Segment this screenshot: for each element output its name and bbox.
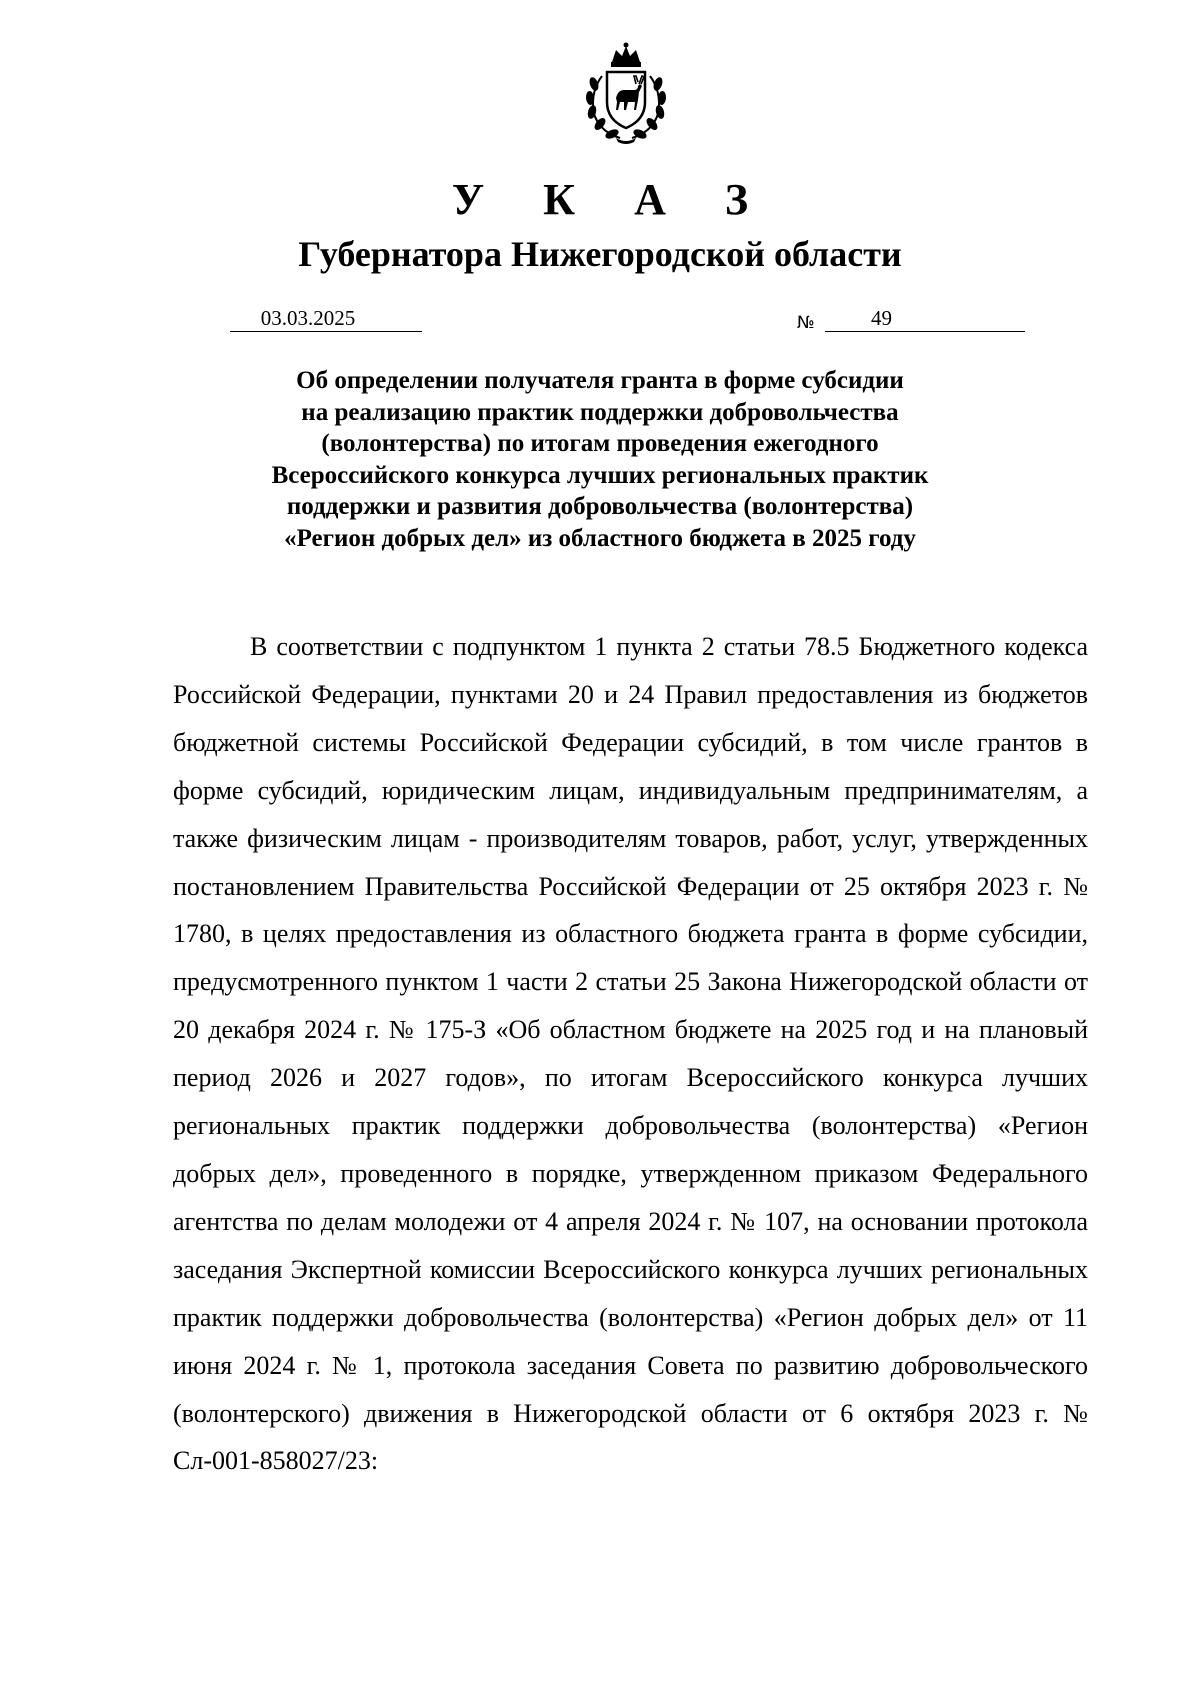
heading-line: «Регион добрых дел» из областного бюджета в 2025 году: [284, 524, 916, 552]
heading-line: Всероссийского конкурса лучших региональных практик: [271, 461, 929, 489]
heading-line: поддержки и развития добровольчества (волонтерства): [286, 493, 914, 520]
decree-issuer: Губернатора Нижегородской области: [298, 234, 902, 274]
heading-line: Об определении получателя гранта в форме субсидии: [296, 367, 904, 394]
heading-line: на реализацию практик поддержки добровольчества: [301, 398, 899, 426]
decree-date: 03.03.2025: [260, 306, 356, 330]
decree-title: У К А З: [451, 175, 773, 224]
number-sign: №: [797, 313, 815, 333]
heading-line: (волонтерства) по итогам проведения ежегодного: [321, 430, 879, 457]
date-field: [230, 305, 422, 332]
body-paragraph: В соответствии с подпунктом 1 пункта 2 статьи 78.5 Бюджетного кодекса Российской Федерации, пунктами 20 и 24 Правил предоставления из бюджетов бюджетной системы Российской Федерации субсидий, в том числе грантов в форме субсидий, юридическим лицам, индивидуальным предпринимателям, а также физическим лицам - производителям товаров, работ, услуг, утвержденных постановлением Правительства Российской Федерации от 25 октября 2023 г. № 1780, в целях предоставления из областного бюджета гранта в форме субсидии, предусмотренного пунктом 1 части 2 статьи 25 Закона Нижегородской области от 20 декабря 2024 г. № 175-З «Об областном бюджете на 2025 год и на плановый период 2026 и 2027 годов», по итогам Всероссийского конкурса лучших региональных практик поддержки добровольчества (волонтерства) «Регион добрых дел», проведенного в порядке, утвержденном приказом Федерального агентства по делам молодежи от 4 апреля 2024 г. № 107, на основании протокола заседания Экспертной комиссии Всероссийского конкурса лучших региональных практик поддержки добровольчества (волонтерства) «Регион добрых дел» от 11 июня 2024 г. № 1, протокола заседания Совета по развитию добровольческого (волонтерского) движения в Нижегородской области от 6 октября 2023 г. № Сл-001-858027/23:: [173, 632, 1088, 1476]
decree-number: 49: [871, 306, 892, 330]
coat-of-arms-icon: [572, 40, 680, 148]
decree-heading: [0, 365, 1200, 554]
number-field: [825, 305, 1025, 332]
